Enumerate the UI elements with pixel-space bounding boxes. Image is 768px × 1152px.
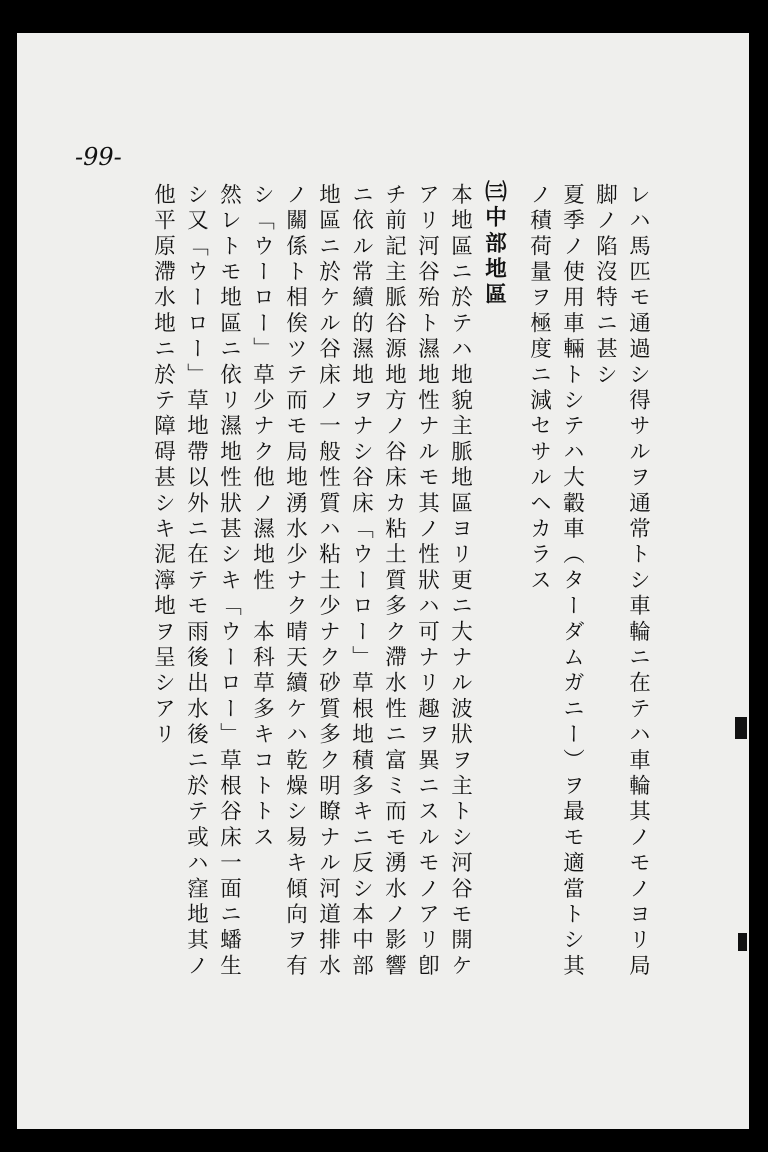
document-page [17,33,749,1129]
text-line-8: チ前記主脈谷源地方ノ谷床カ粘土質多ク滯水性ニ富ミ而モ湧水ノ影響 [381,183,407,980]
scan-mark [738,933,747,951]
text-line-6: 本地區ニ於テハ地貌主脈地區ヨリ更ニ大ナル波狀ヲ主トシ河谷モ開ケ [447,183,473,980]
text-line-7: アリ河谷殆ト濕地性ナルモ其ノ性狀ハ可ナリ趣ヲ異ニスルモノアリ卽 [414,183,440,980]
page-number: -99- [75,143,122,171]
text-line-4: ノ積荷量ヲ極度ニ減セサルヘカラス [526,183,552,595]
text-line-2: 脚ノ陷沒特ニ甚シ [592,183,618,389]
text-line-10: 地區ニ於ケル谷床ノ一般性質ハ粘土少ナク砂質多ク明瞭ナル河道排水 [315,183,341,980]
text-line-15: 他平原滯水地ニ於テ障碍甚シキ泥濘地ヲ呈シアリ [150,183,176,749]
scan-mark [735,717,747,739]
section-heading: ㈢中部地區 [481,180,507,309]
text-line-12: シ「ウーロー」草少ナク他ノ濕地性 本科草多キコトトス [249,183,275,852]
text-line-9: ニ依ル常續的濕地ヲナシ谷床「ウーロー」草根地積多キニ反シ本中部 [348,183,374,980]
text-line-13: 然レトモ地區ニ依リ濕地性狀甚シキ「ウーロー」草根谷床一面ニ蟠生 [216,183,242,980]
text-line-14: シ又「ウーロー」草地帶以外ニ在テモ雨後出水後ニ於テ或ハ窪地其ノ [183,183,209,980]
text-line-1: レハ馬匹モ通過シ得サルヲ通常トシ車輪ニ在テハ車輪其ノモノヨリ局 [625,183,651,980]
text-line-11: ノ關係ト相俟ツテ而モ局地湧水少ナク晴天續ケハ乾燥シ易キ傾向ヲ有 [282,183,308,980]
text-line-3: 夏季ノ使用車輛トシテハ大轂車（ターダムガニー）ヲ最モ適當トシ其 [559,183,585,980]
